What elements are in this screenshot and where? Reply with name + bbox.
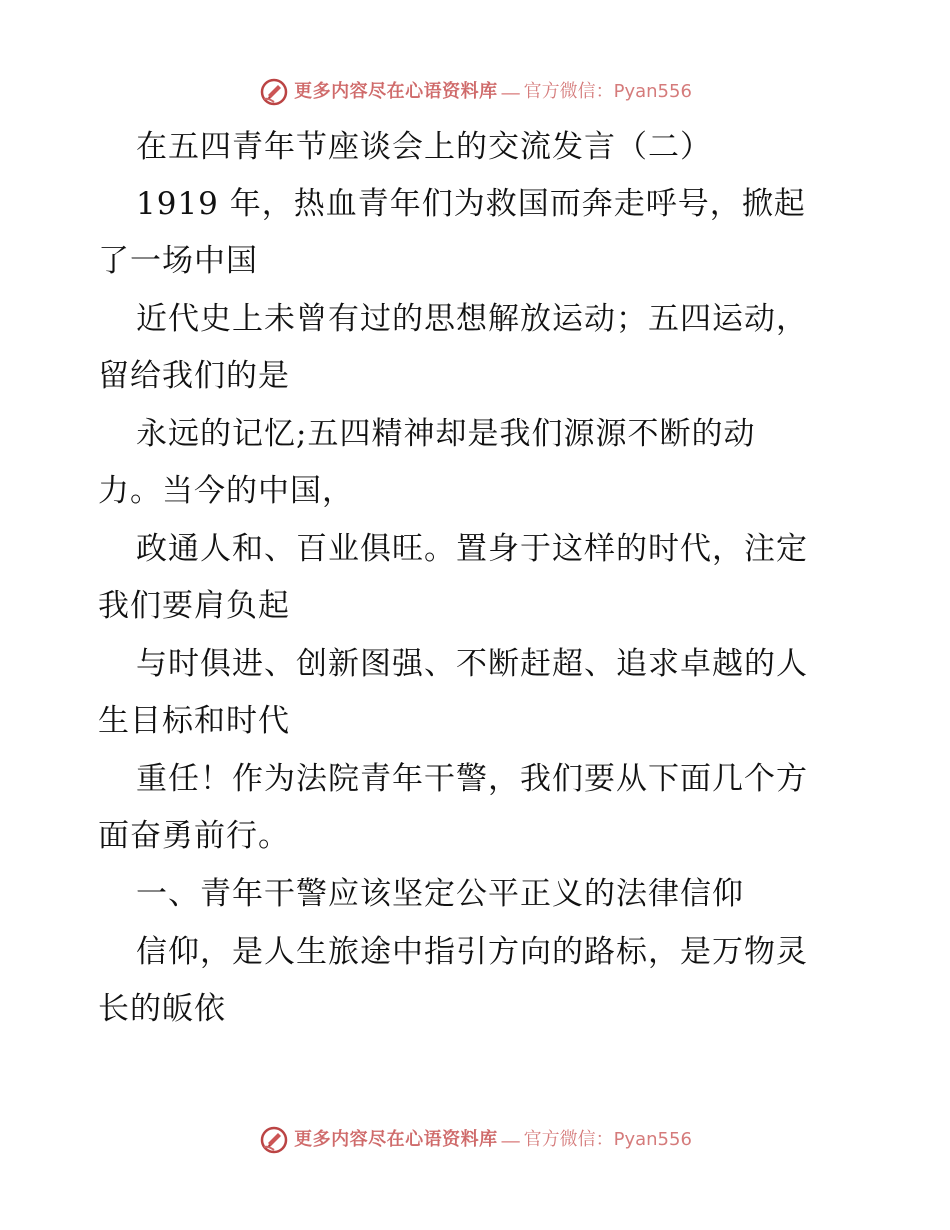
watermark-wechat-text: 官方微信：Pyan556 <box>523 81 692 102</box>
paragraph-line: 永远的记忆;五四精神却是我们源源不断的动 <box>136 416 756 452</box>
paragraph-line: 面奋勇前行。 <box>98 818 290 854</box>
bottom-watermark <box>0 1120 950 1160</box>
watermark-dash: — <box>501 1130 520 1150</box>
watermark-dash: — <box>501 82 520 102</box>
document-title: 在五四青年节座谈会上的交流发言（二） <box>136 129 712 165</box>
pen-logo-icon <box>258 1124 290 1156</box>
paragraph-line: 1919 年，热血青年们为救国而奔走呼号，掀起 <box>136 186 806 222</box>
paragraph-line: 长的皈依 <box>98 991 226 1027</box>
paragraph-line: 政通人和、百业俱旺。置身于这样的时代，注定 <box>136 531 808 567</box>
paragraph-line: 力。当今的中国， <box>98 473 354 509</box>
top-watermark <box>0 72 950 112</box>
paragraph-line: 留给我们的是 <box>98 358 290 394</box>
paragraph-line: 近代史上未曾有过的思想解放运动；五四运动， <box>136 301 808 337</box>
paragraph-line: 了一场中国 <box>98 243 258 279</box>
paragraph-line: 我们要肩负起 <box>98 588 290 624</box>
paragraph-line: 与时俱进、创新图强、不断赶超、追求卓越的人 <box>136 646 808 682</box>
paragraph-line: 重任！作为法院青年干警，我们要从下面几个方 <box>136 761 808 797</box>
section-heading: 一、青年干警应该坚定公平正义的法律信仰 <box>136 876 744 912</box>
pen-logo-icon <box>258 76 290 108</box>
watermark-brand-text: 更多内容尽在心语资料库 <box>294 1129 498 1150</box>
watermark-wechat-text: 官方微信：Pyan556 <box>523 1129 692 1150</box>
paragraph-line: 信仰，是人生旅途中指引方向的路标，是万物灵 <box>136 934 808 970</box>
watermark-brand-text: 更多内容尽在心语资料库 <box>294 81 498 102</box>
paragraph-line: 生目标和时代 <box>98 703 290 739</box>
